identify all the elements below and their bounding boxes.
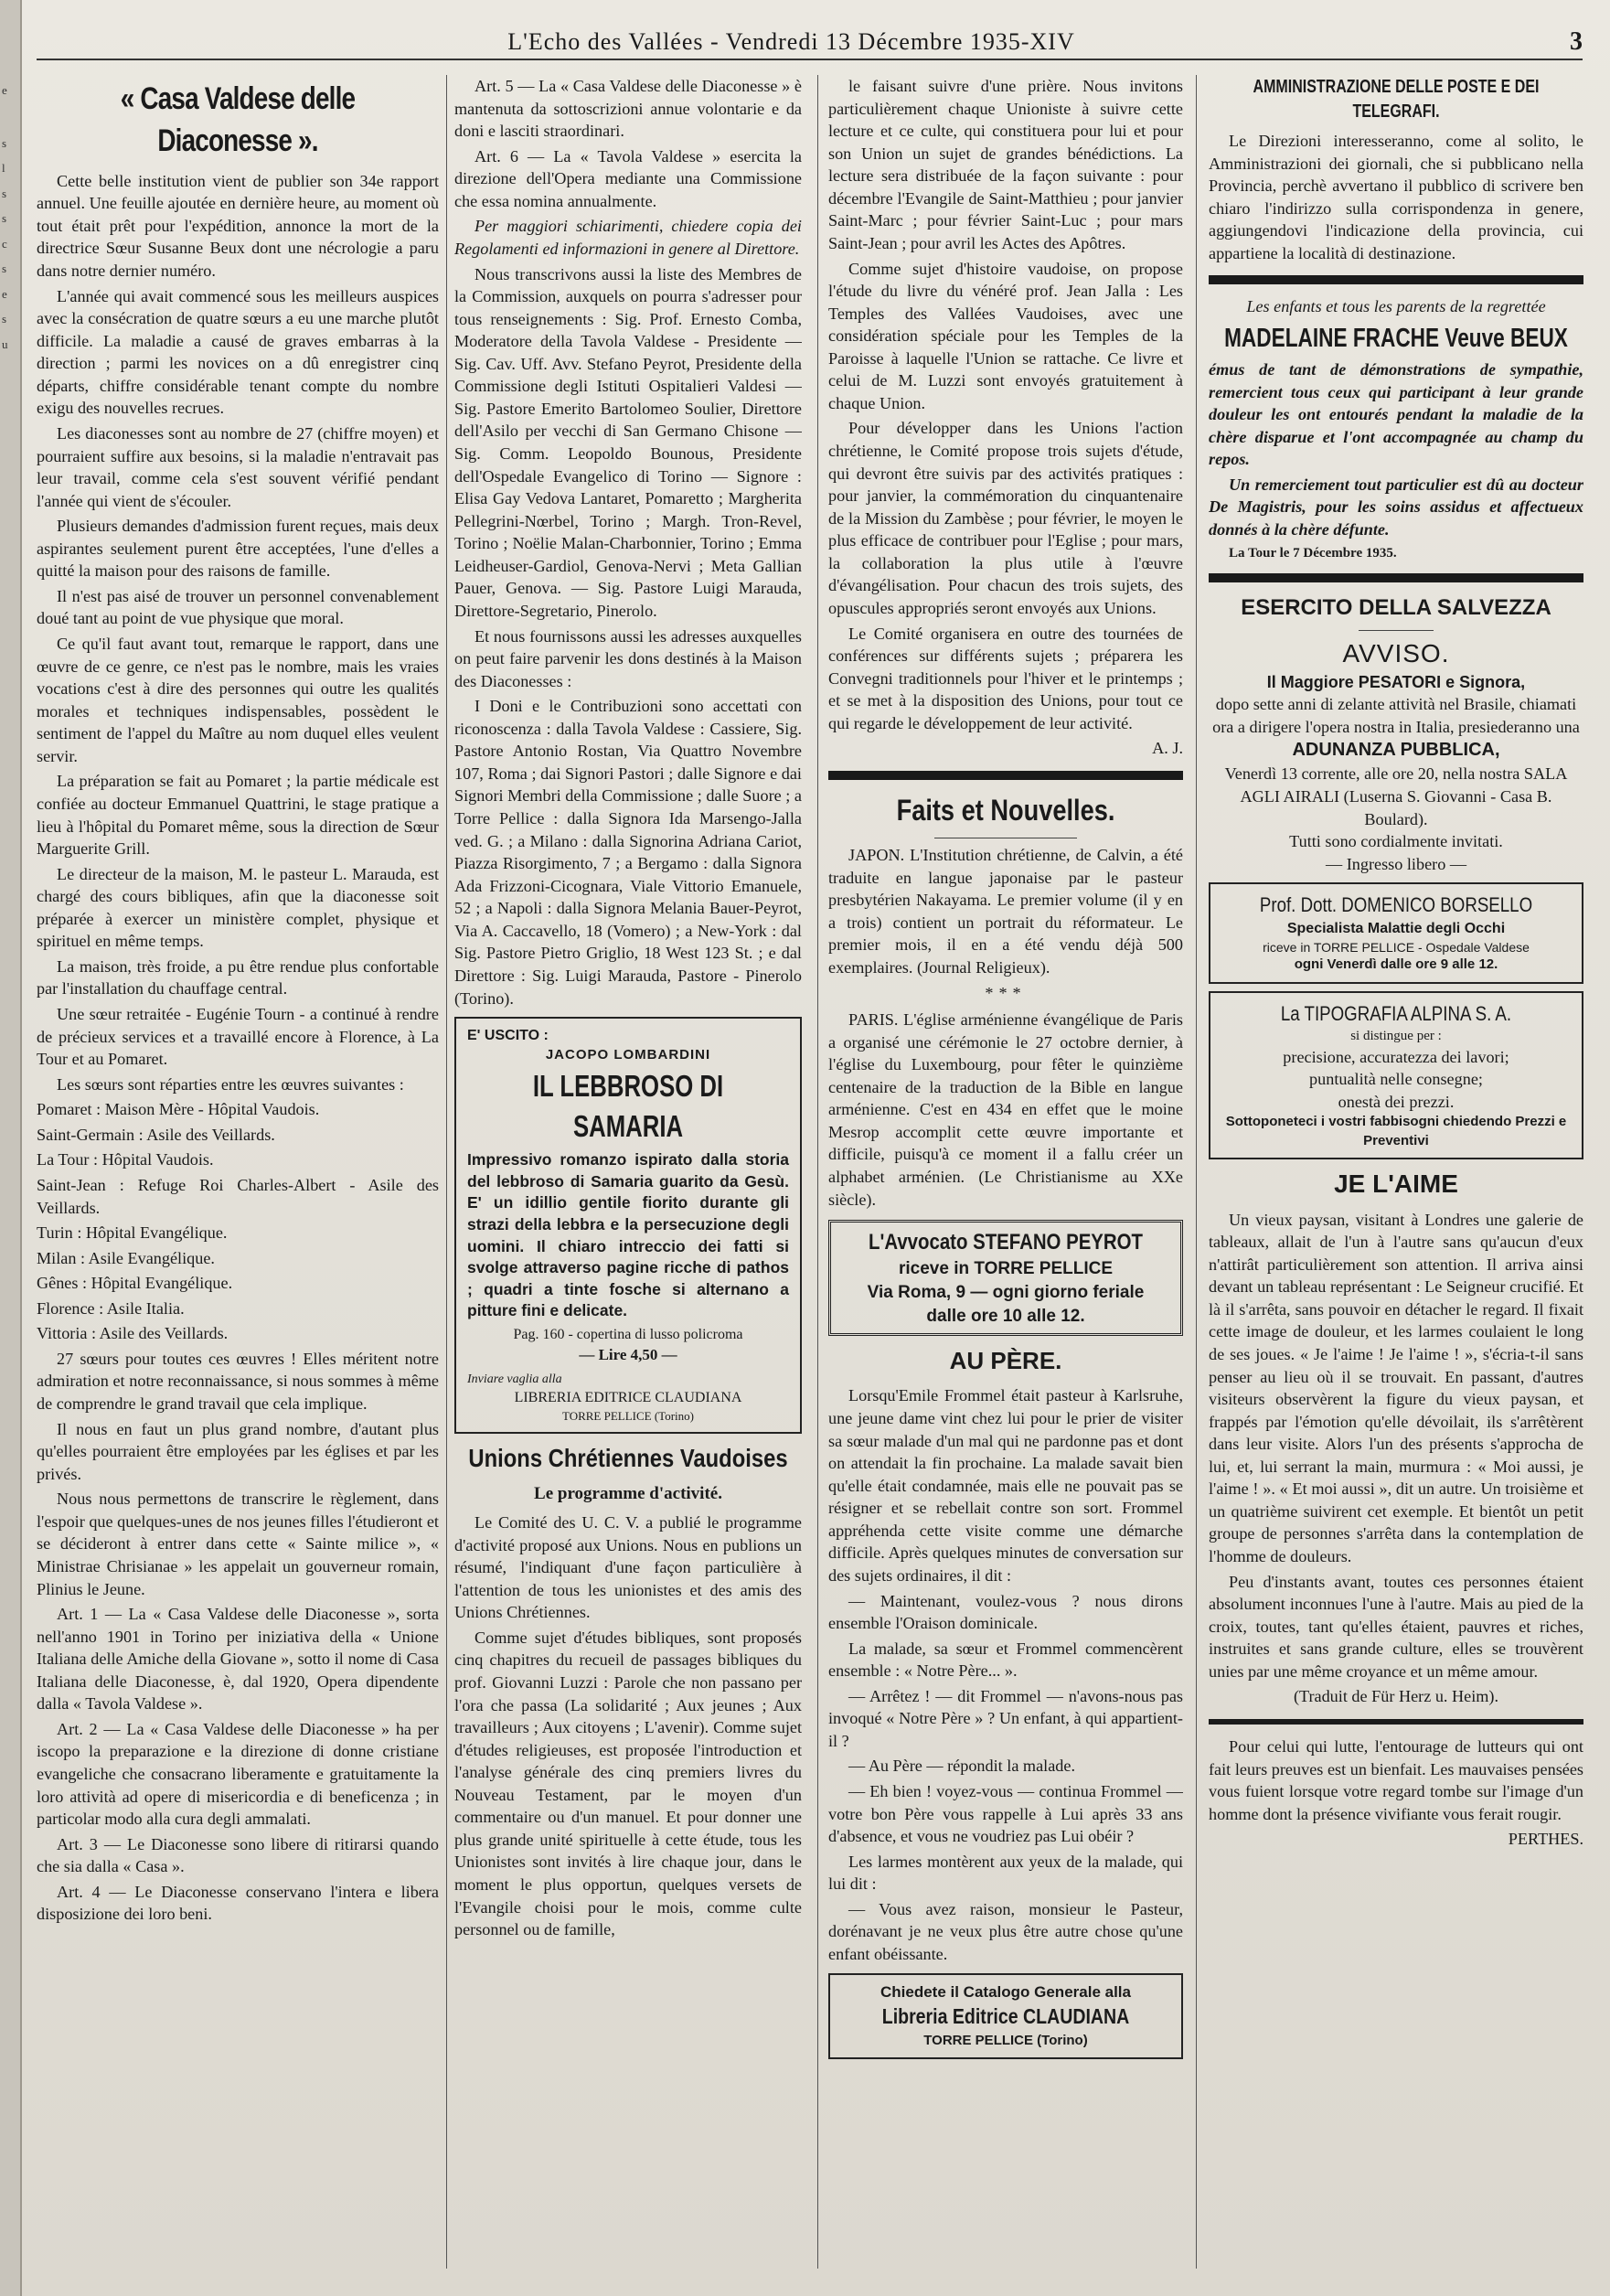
paragraph: La malade, sa sœur et Frommel commencèrent ensemble : « Notre Père... ». (828, 1639, 1183, 1681)
advert-line: Via Roma, 9 — ogni giorno feriale (867, 1283, 1145, 1303)
edge-letter: e (2, 83, 7, 97)
article-heading: Unions Chrétiennes Vaudoises (468, 1443, 788, 1472)
advert-line: TORRE PELLICE (Torino) (923, 2032, 1088, 2048)
divider-bar (828, 771, 1183, 780)
paragraph: — Arrêtez ! — dit Frommel — n'avons-nous pas invoqué « Notre Père » ? Un enfant, à qui appartient-il ? (828, 1686, 1183, 1750)
edge-letter: u (2, 336, 8, 351)
paragraph: le faisant suivre d'une prière. Nous invitons particulièrement chaque Unioniste à suivre cette lecture et ce culte, qui constituera pour lui et pour son Union un sujet de grandes bénédictions. La lecture sera distribuée de la façon suivante : pour décembre l'Evangile de Saint-Matthieu ; pour janvier Saint-Marc ; pour février Saint-Luc ; pour mars Saint-Jean ; pour avril les Actes des Apôtres. (828, 77, 1183, 252)
advert-line: Chiedete il Catalogo Generale alla (880, 1982, 1131, 2001)
paragraph: Et nous fournissons aussi les adresses auxquelles on peut faire parvenir les dons destinés à la Maison des Diaconesses : (454, 626, 802, 690)
divider-bar (1209, 1719, 1583, 1725)
paragraph: Il nous en faut un plus grand nombre, d'autant plus qu'elles pourraient être employées par les églises et par les privés. (37, 1419, 439, 1483)
article-subheading: Le programme d'activité. (534, 1484, 722, 1504)
edge-letter: s (2, 211, 7, 226)
notice-heading: ESERCITO DELLA SALVEZZA (1241, 594, 1551, 620)
paragraph: Pour celui qui lutte, l'entourage de lutteurs qui ont fait leurs preuves est un bienfait. Les mauvaises pensées vous fuient lorsque votre regard tombe sur l'image d'un homme dont la présence vivifiante vous ferait rougir. (1209, 1736, 1583, 1823)
paragraph: Art. 1 — La « Casa Valdese delle Diaconesse », sorta nell'anno 1901 in Torino per iniziativa della « Unione Italiana delle Amiche della Giovane », sotto il nome di Casa Italiana delle Diaconesse, è, dal 1920, Opera dipendente dalla « Tavola Valdese ». (37, 1605, 439, 1714)
advert-price: — Lire 4,50 — (579, 1345, 677, 1363)
paragraph: Comme sujet d'histoire vaudoise, on propose l'étude du livre du vénéré prof. Jean Jalla : Les Temples des Vallées Vaudoises, avec une considération spéciale pour les Temples de la Paroisse à laquelle l'Union se rattache. Ce livre et celui de M. Luzzi sont envoyés gratuitement à chaque Union. (828, 259, 1183, 412)
advert-order: Inviare vaglia alla (467, 1372, 562, 1386)
paragraph: La maison, très froide, a pu être rendue plus confortable par l'installation du chauffage central. (37, 956, 439, 998)
notice-line: Venerdì 13 corrente, alle ore 20, nella nostra SALA AGLI AIRALI (Luserna S. Giovanni - Casa B. Boulard). (1224, 764, 1568, 828)
book-advert (454, 1017, 802, 1434)
advert-line: riceve in TORRE PELLICE - Ospedale Valdese (1263, 939, 1530, 955)
advert-line: Sottoponeteci i vostri fabbisogni chiedendo Prezzi e Preventivi (1225, 1114, 1567, 1148)
edge-letter: e (2, 286, 7, 301)
column-1 (37, 75, 439, 2269)
list-item: La Tour : Hôpital Vaudois. (37, 1150, 214, 1169)
advert-line: ogni Venerdì dalle ore 9 alle 12. (1294, 956, 1498, 973)
notice-line: Il Maggiore PESATORI e Signora, (1266, 673, 1526, 692)
advert-label: E' USCITO : (467, 1028, 549, 1044)
lawyer-advert (828, 1220, 1183, 1336)
paragraph: Une sœur retraitée - Eugénie Tourn - a continué à rendre de précieux services et a travaillé encore à Florence, à La Tour et au Pomaret. (37, 1005, 439, 1069)
paragraph: Plusieurs demandes d'admission furent reçues, mais deux aspirantes seulement purent être acceptées, l'une d'elles a quitté la maison pour des raisons de famille. (37, 517, 439, 581)
paragraph: 27 sœurs pour toutes ces œuvres ! Elles méritent notre admiration et notre reconnaissance, si nous sommes à même de comprendre le grand travail que cela implique. (37, 1349, 439, 1414)
adjacent-page-edge (0, 0, 22, 2296)
column-rule (1196, 75, 1197, 2269)
notice-line: ADUNANZA PUBBLICA, (1292, 740, 1500, 761)
paragraph: Peu d'instants avant, toutes ces personnes étaient absolument inconnues l'une à l'autre. Mais au pied de la croix, toutes, tant qu'elles étaient, pauvres et riches, instruites et sans grande culture, elles se trouvèrent unies par une même croyance et un même amour. (1209, 1572, 1583, 1681)
news-item: JAPON. L'Institution chrétienne, de Calvin, a été traduite en langue japonaise par le pasteur presbytérien Nakayama. Le premier volume (il y en a trois) contient un portrait du réformateur. Le premier mois, il en a été vendu déjà 500 exemplaires. (Journal Religieux). (828, 846, 1183, 977)
paragraph: Ce qu'il faut avant tout, remarque le rapport, dans une œuvre de ce genre, ce n'est pas le nombre, mais les vraies vocations c'est à dire des personnes qui outre les qualités morales et techniques indispensables, possèdent le sentiment de l'appel du Maître au nom duquel elles veulent servir. (37, 635, 439, 765)
advert-body: Impressivo romanzo ispirato dalla storia del lebbroso di Samaria guarito da Gesù. E' un idillio gentile fiorito durante gli strazi della lebbra e la persecuzione degli uomini. Il chiaro intreccio dei fatti si svolge attraverso pagine ricche di pathos ; quadri a tinte fosche si alternano a pitture fini e delicate. (467, 1150, 789, 1320)
advert-line: si distingue per : (1350, 1029, 1442, 1044)
article-heading: « Casa Valdese delle Diaconesse ». (120, 81, 356, 158)
list-item: Turin : Hôpital Evangélique. (37, 1223, 228, 1243)
header-title: L'Echo des Vallées - Vendredi 13 Décembre 1935-XIV (507, 28, 1075, 55)
list-item: Florence : Asile Italia. (37, 1298, 185, 1318)
paragraph: Les sœurs sont réparties entre les œuvres suivantes : (57, 1074, 404, 1094)
thanks-place: La Tour le 7 Décembre 1935. (1229, 545, 1397, 561)
article-heading: AU PÈRE. (949, 1347, 1062, 1375)
advert-line: Libreria Editrice CLAUDIANA (881, 2004, 1130, 2029)
advert-title: IL LEBBROSO DI SAMARIA (532, 1068, 724, 1144)
paragraph: Lorsqu'Emile Frommel était pasteur à Karlsruhe, une jeune dame vint chez lui pour le prier de visiter sa sœur malade d'un mal qui ne pardonne pas et dont on attendait la fin prochaine. La malade savait bien qu'elle était condamnée, mais elle ne pouvait pas se résigner et se rebellait contre son sort. Frommel appréhenda cette visite comme une démarche difficile. Après quelques minutes de conversation sur des sujets ordinaires, il dit : (828, 1386, 1183, 1585)
notice-line: Tutti sono cordialmente invitati. (1289, 832, 1503, 851)
paragraph: Il n'est pas aisé de trouver un personnel convenablement doué tant au point de vue physique que moral. (37, 586, 439, 628)
paragraph: Les larmes montèrent aux yeux de la malade, qui lui dit : (828, 1852, 1183, 1894)
list-item: Gênes : Hôpital Evangélique. (37, 1274, 233, 1293)
advert-line: puntualità nelle consegne; (1309, 1070, 1483, 1089)
paragraph: — Eh bien ! voyez-vous — continua Frommel — votre bon Père vous rappelle à Lui après 33 ans d'absence, et vous ne voudriez pas Lui obéir ? (828, 1782, 1183, 1846)
paragraph: — Maintenant, voulez-vous ? nous dirons ensemble l'Oraison dominicale. (828, 1591, 1183, 1633)
printer-advert (1209, 991, 1583, 1159)
advert-line: Prof. Dott. DOMENICO BORSELLO (1259, 893, 1533, 917)
notice-title: AVVISO. (1342, 639, 1450, 668)
list-item: Milan : Asile Evangélique. (37, 1248, 215, 1267)
doctor-advert (1209, 882, 1583, 983)
paragraph: I Doni e le Contribuzioni sono accettati con riconoscenza : dalla Tavola Valdese : Cassiere, Sig. Pastore Antonio Rostan, Via Quattro Novembre 107, Roma ; dai Signori Pastori ; dalle Signore e dai Signori Membri della Commissione ; dalle Suore ; a Torre Pellice : dalla Signora Ida Marsengo-Jalla ved. G. ; a Milano : dalla Signorina Adriana Cariot, Piazza Risorgimento, 7 ; a Bergamo : dalla Signora Ada Frizzoni-Cicognara, Viale Vittorio Emanuele, 52 ; a Napoli : dalla Signora Melania Bauer-Peyrot, Via A. Caccavello, 18 (Vomero) ; a New-York : dal Sig. Pastore Pietro Griglio, 18 West 123 St. ; e dal Direttore : Sig. Luigi Marauda, Pastore - Pinerolo (Torino). (454, 697, 802, 1008)
edge-letter: c (2, 236, 7, 251)
advert-author: JACOPO LOMBARDINI (545, 1046, 711, 1063)
paragraph: L'année qui avait commencé sous les meilleurs auspices avec la consécration de quatre sœurs a eu une marche plutôt difficile. La maladie a causé de graves embarras à la direction ; parmi les novices on a dû enregistrer cinq départs, chiffre considérable tenant compte du nombre exigu des nouvelles recrues. (37, 286, 439, 418)
paragraph: Le Comité des U. C. V. a publié le programme d'activité proposé aux Unions. Nous en publions un résumé, l'indiquant d'une façon particulière à l'attention de tous les unionistes et des amis des Unions Chrétiennes. (454, 1513, 802, 1622)
paragraph: Art. 6 — La « Tavola Valdese » esercita la direzione dell'Opera mediante una Commissione che essa nomina annualmente. (454, 146, 802, 210)
thanks-name: MADELAINE FRACHE Veuve BEUX (1224, 323, 1568, 353)
advert-line: precisione, accuratezza dei lavori; (1283, 1047, 1509, 1066)
advert-line: Specialista Malattie degli Occhi (1286, 920, 1506, 936)
article-heading: JE L'AIME (1334, 1169, 1458, 1198)
advert-line: La TIPOGRAFIA ALPINA S. A. (1280, 1001, 1512, 1025)
edge-letter: s (2, 135, 7, 150)
thanks-body: émus de tant de démonstrations de sympathie, remercient tous ceux qui participant à leur grande douleur les ont entourés pendant la maladie de la chère disparue et l'ont accompagnée au champ du repos. (1209, 360, 1583, 469)
thanks-body: Un remerciement tout particulier est dû au docteur De Magistris, pour les soins assidus et affectueux donnés à la chère défunte. (1209, 475, 1583, 539)
paragraph: Art. 5 — La « Casa Valdese delle Diaconesse » è mantenuta da sottoscrizioni annue volontarie e da doni e lasciti straordinari. (454, 77, 802, 141)
notice-line: — Ingresso libero — (1325, 854, 1467, 873)
page-number: 3 (1570, 27, 1583, 56)
edge-letter: s (2, 312, 7, 326)
paragraph: Art. 2 — La « Casa Valdese delle Diaconesse » ha per iscopo la preparazione e la direzione di donne cristiane evangeliche che consacrano liberamente e gratuitamente la loro attività ad opere di misericordia e di beneficenza ; in particolar modo alla cura degli ammalati. (37, 1719, 439, 1829)
list-item: Pomaret : Maison Mère - Hôpital Vaudois. (37, 1100, 320, 1119)
signature: PERTHES. (1508, 1830, 1583, 1849)
paragraph: Nous transcrivons aussi la liste des Membres de la Commission, auxquels on pourra s'adresser pour tous renseignements : Sig. Prof. Ernesto Comba, Moderatore della Tavola Valdese - Presidente — Sig. Cav. Uff. Avv. Stefano Peyrot, Presidente della Commissione degli Istituti Ospitalieri Valdesi — Sig. Pastore Emerito Bartolomeo Soulier, Direttore dell'Asilo per vecchi di San Germano Chisone — Sig. Comm. Leopoldo Bounous, Presidente dell'Ospedale Evangelico di Torino — Signore : Elisa Gay Vedova Lantaret, Pomaretto ; Margherita Pellegrini-Nœrbel, Torino ; Margh. Tron-Revel, Torino ; Noëlie Malan-Charbonnier, Torino ; Emma Leidheuser-Gardiol, Genova-Nervi ; Meta Gallian Pauer, Genova. — Sig. Pastore Luigi Marauda, Direttore-Segretario, Pinerolo. (454, 264, 802, 620)
paragraph: — Au Père — répondit la malade. (848, 1757, 1075, 1776)
advert-line: L'Avvocato STEFANO PEYROT (869, 1230, 1143, 1255)
paragraph: Les diaconesses sont au nombre de 27 (chiffre moyen) et pourraient suffire aux besoins, si la maladie n'entravait pas leur travail, comme cela s'est souvent vérifié pendant l'année qui vient de s'écouler. (37, 423, 439, 510)
separator-stars: *** (985, 984, 1027, 1003)
paragraph: Comme sujet d'études bibliques, sont proposés cinq chapitres du recueil de passages bibliques du prof. Giovanni Luzzi : Parole che non passano per l'ora che passa (La solidarité ; Aux jeunes ; Aux travailleurs ; Aux citoyens ; L'avenir). Comme sujet d'études religieuses, est proposée l'introduction et l'analyse générale des cinq premiers livres du Nouveau Testament, par le moyen d'un commentaire ou d'un manuel. Et pour donner une plus grande unité spirituelle à cette étude, tous les Unionistes sont invités à lire chaque jour, dans le moment le plus opportun, quelques versets de l'Evangile choisi pour le mois, comme culte personnel ou de famille, (454, 1628, 802, 1939)
list-item: Vittoria : Asile des Veillards. (37, 1324, 229, 1343)
notice-heading: AMMINISTRAZIONE DELLE POSTE E DEI TELEGRAFI. (1253, 77, 1540, 122)
signature: A. J. (1152, 739, 1183, 758)
paragraph: Cette belle institution vient de publier son 34e rapport annuel. Une feuille ajoutée en dernière heure, au moment où tout était prêt pour l'expédition, annonce la mort de la directrice Sœur Susanne Beux dont une nécrologie a paru dans notre dernier numéro. (37, 171, 439, 281)
list-item: Saint-Germain : Asile des Veillards. (37, 1125, 275, 1144)
advert-line: riceve in TORRE PELLICE (898, 1259, 1114, 1279)
catalog-advert (828, 1973, 1183, 2059)
column-rule (446, 75, 447, 2269)
advert-line: dalle ore 10 alle 12. (926, 1306, 1085, 1326)
list-item: Saint-Jean : Refuge Roi Charles-Albert - Asile des Veillards. (37, 1175, 439, 1217)
thanks-intro: Les enfants et tous les parents de la regrettée (1246, 297, 1546, 316)
column-4 (1209, 75, 1583, 2269)
advert-city: TORRE PELLICE (Torino) (561, 1409, 694, 1424)
edge-letter: s (2, 262, 7, 276)
article-heading: Faits et Nouvelles. (896, 793, 1115, 827)
paragraph: Un vieux paysan, visitant à Londres une galerie de tableaux, allait de l'un à l'autre sans qu'aucun d'eux n'attirât particulièrement son attention. Il arriva ainsi devant un tableau représentant : Le Seigneur crucifié. Et là il s'arrêta, sans pouvoir en détacher le regard. Il fixait cette image de douleur, et les larmes coulaient le long de ses joues. « Je l'aime ! Je l'aime ! », s'écria-t-il sans penser au lieu où il se trouvait. En passant, d'autres visiteurs observèrent la figure du vieux paysan, et frappés par l'émotion qu'elle dévoilait, ils s'arrêtèrent dans leur visite. Alors l'un des présents s'approcha de lui, et, lui serrant la main, murmura : « Moi aussi, je l'aime ! ». « Et moi aussi », dit un autre. Un troisième et un quatrième suivirent cet exemple. Et bientôt un petit groupe de personnes s'arrêta dans la contemplation de l'homme de douleurs. (1209, 1210, 1583, 1566)
paragraph: Art. 4 — Le Diaconesse conservano l'intera e libera disposizione dei loro beni. (37, 1882, 439, 1924)
edge-letter: l (2, 161, 5, 176)
paragraph: Le Comité organisera en outre des tournées de conférences sur différents sujets ; préparera les Convegni traditionnels pour l'hiver et le printemps ; et se met à la disposition des Unions, pour tout ce qui regarde le développement de leur activité. (828, 624, 1183, 732)
paragraph: Nous nous permettons de transcrire le règlement, dans l'espoir que quelques-unes de nos jeunes filles l'étudieront et se décideront à entrer dans cette « Sainte milice », « Ministrae Chrisianae » les appelait un gouverneur romain, Plinius le Jeune. (37, 1490, 439, 1598)
advert-publisher: LIBRERIA EDITRICE CLAUDIANA (514, 1390, 742, 1406)
divider-bar (1209, 275, 1583, 284)
paragraph: — Vous avez raison, monsieur le Pasteur, dorénavant je ne veux plus être autre chose qu'une enfant obéissante. (828, 1899, 1183, 1963)
paragraph: Pour développer dans les Unions l'action chrétienne, le Comité propose trois sujets d'étude, qui devront être suivis par des activités pratiques : pour janvier, la commémoration du cinquantenaire de la Mission du Zambèse ; pour février, le moyen le plus efficace de contribuer pour l'Eglise ; pour mars, la collaboration la plus utile à l'œuvre d'évangélisation. Pour chacun des trois sujets, des opuscules appropriés seront envoyés aux Unions. (828, 419, 1183, 617)
paragraph: La préparation se fait au Pomaret ; la partie médicale est confiée au docteur Emmanuel Quattrini, le stage pratique a lieu à l'hôpital du Pomaret même, sous la direction de Sœur Marguerite Grill. (37, 772, 439, 859)
divider (1359, 630, 1434, 631)
column-2 (454, 75, 802, 2269)
paragraph: Art. 3 — Le Diaconesse sono libere di ritirarsi quando che sia dalla « Casa ». (37, 1834, 439, 1876)
notice-line: dopo sette anni di zelante attività nel Brasile, chiamati ora a dirigere l'opera nostra in Italia, presiederanno una (1212, 695, 1580, 736)
advert-specs: Pag. 160 - copertina di lusso policroma (513, 1327, 743, 1342)
paragraph: Le directeur de la maison, M. le pasteur L. Marauda, est chargé des cours bibliques, afin que la diaconesse soit préparée à exercer un ministère complet, physique et spirituel en même temps. (37, 864, 439, 951)
paragraph: Le Direzioni interesseranno, come al solito, le Amministrazioni dei giornali, che si pubblicano nella Provincia, perchè avvertano il pubblico di scrivere ben chiaro l'indirizzo sulla corrispondenza in genere, aggiungendovi l'indicazione della provincia, cui appartiene la località di destinazione. (1209, 132, 1583, 262)
edge-letter: s (2, 186, 7, 200)
divider-bar (1209, 573, 1583, 582)
advert-line: onestà dei prezzi. (1338, 1092, 1455, 1111)
source-credit: (Traduit de Für Herz u. Heim). (1293, 1687, 1499, 1706)
news-item: PARIS. L'église arménienne évangélique de Paris a organisé une cérémonie le 27 octobre dernier, à l'église du Luxembourg, pour fêter le quinzième centenaire de la traduction de la Bible en langue arménienne. C'est en 434 en effet que le moine Mesrop accomplit cette œuvre importante et difficile, puisqu'à ce moment il a fallu créer un alphabet arménien. (Le Christianisme au XXe siècle). (828, 1010, 1183, 1209)
paragraph: Per maggiori schiarimenti, chiedere copia dei Regolamenti ed informazioni in genere al Direttore. (454, 217, 802, 258)
column-3 (828, 75, 1183, 2269)
column-rule (817, 75, 818, 2269)
page-header (37, 26, 1583, 60)
